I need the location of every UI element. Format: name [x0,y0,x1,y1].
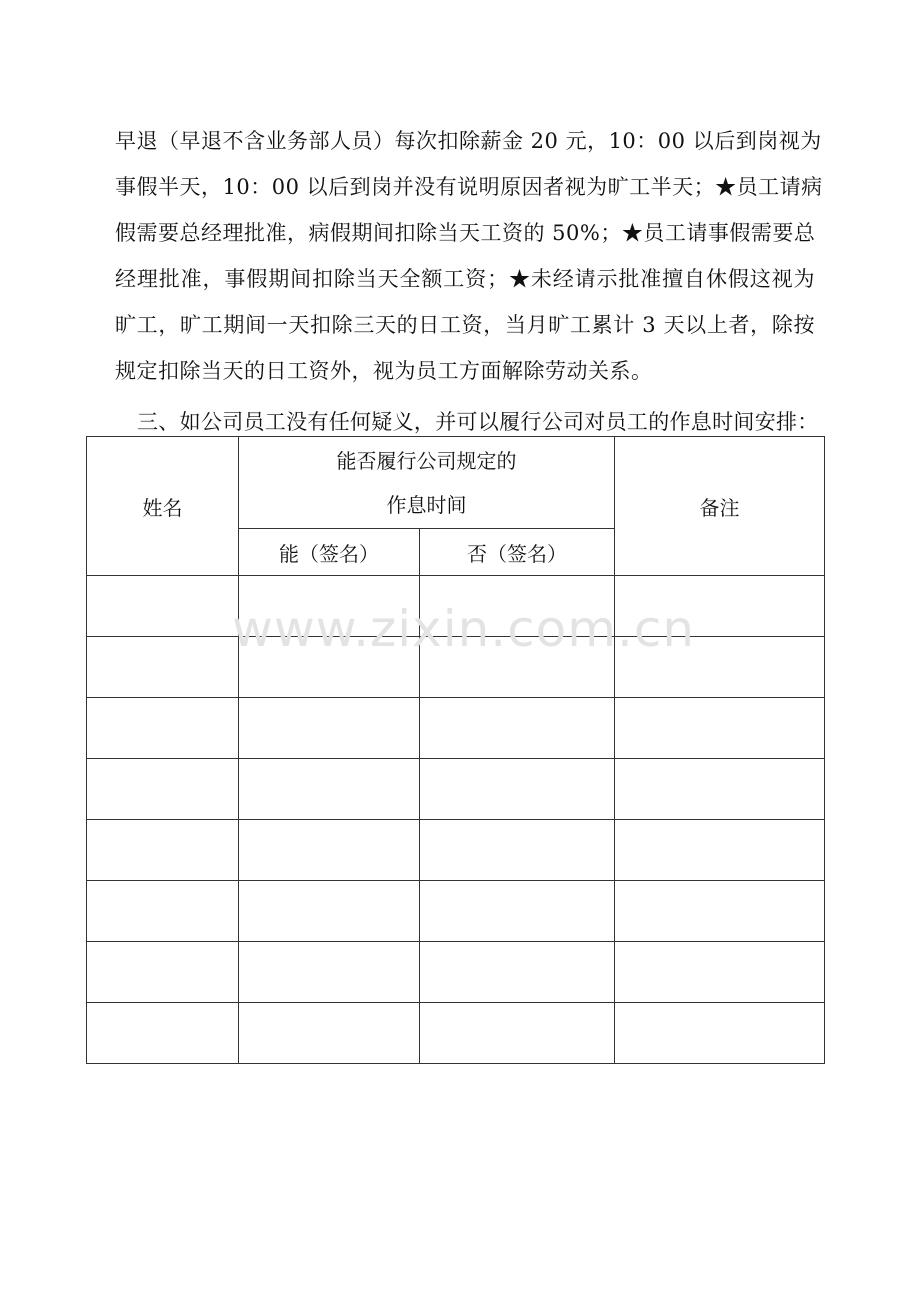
name-cell[interactable] [87,637,239,698]
no-signature-header: 否（签名） [420,529,615,576]
rules-paragraph [115,118,823,394]
paragraph-line: 旷工，旷工期间一天扣除三天的日工资，当月旷工累计 3 天以上者，除按 [115,313,815,337]
yes-signature-cell[interactable] [239,942,420,1003]
note-header: 备注 [615,437,825,576]
yes-signature-cell[interactable] [239,637,420,698]
paragraph-line: 规定扣除当天的日工资外，视为员工方面解除劳动关系。 [115,359,653,383]
paragraph-line: 事假半天，10：00 以后到岗并没有说明原因者视为旷工半天；★员工请病 [115,175,823,199]
name-header: 姓名 [87,437,239,576]
yes-signature-cell[interactable] [239,576,420,637]
table-row [87,881,825,942]
note-cell[interactable] [615,1003,825,1064]
yes-signature-cell[interactable] [239,820,420,881]
yes-signature-cell[interactable] [239,759,420,820]
note-cell[interactable] [615,759,825,820]
name-cell[interactable] [87,881,239,942]
signature-table [86,436,825,1064]
yes-signature-header: 能（签名） [239,529,420,576]
no-signature-cell[interactable] [420,881,615,942]
watermark: www.zixin.com.cn [232,600,696,658]
section-heading: 三、如公司员工没有任何疑义，并可以履行公司对员工的作息时间安排： [137,410,819,434]
no-signature-cell[interactable] [420,759,615,820]
yes-signature-cell[interactable] [239,881,420,942]
note-cell[interactable] [615,820,825,881]
note-cell[interactable] [615,942,825,1003]
note-cell[interactable] [615,576,825,637]
paragraph-line: 假需要总经理批准，病假期间扣除当天工资的 50%；★员工请事假需要总 [115,221,816,245]
note-cell[interactable] [615,637,825,698]
table-header-row [87,437,825,529]
no-signature-cell[interactable] [420,637,615,698]
note-cell[interactable] [615,881,825,942]
no-signature-cell[interactable] [420,1003,615,1064]
name-cell[interactable] [87,942,239,1003]
group-header [239,437,615,529]
table-row [87,820,825,881]
name-cell[interactable] [87,698,239,759]
no-signature-cell[interactable] [420,698,615,759]
yes-signature-cell[interactable] [239,698,420,759]
table-row [87,637,825,698]
name-cell[interactable] [87,1003,239,1064]
table-row [87,576,825,637]
no-signature-cell[interactable] [420,576,615,637]
name-cell[interactable] [87,759,239,820]
note-cell[interactable] [615,698,825,759]
no-signature-cell[interactable] [420,820,615,881]
name-cell[interactable] [87,576,239,637]
table-row [87,1003,825,1064]
paragraph-line: 经理批准，事假期间扣除当天全额工资；★未经请示批准擅自休假这视为 [115,267,815,291]
table-row [87,942,825,1003]
paragraph-line: 早退（早退不含业务部人员）每次扣除薪金 20 元，10：00 以后到岗视为 [115,129,822,153]
name-cell[interactable] [87,820,239,881]
table-row [87,698,825,759]
group-header-line1: 能否履行公司规定的 [336,448,517,473]
no-signature-cell[interactable] [420,942,615,1003]
table-row [87,759,825,820]
group-header-line2: 作息时间 [386,492,467,517]
yes-signature-cell[interactable] [239,1003,420,1064]
